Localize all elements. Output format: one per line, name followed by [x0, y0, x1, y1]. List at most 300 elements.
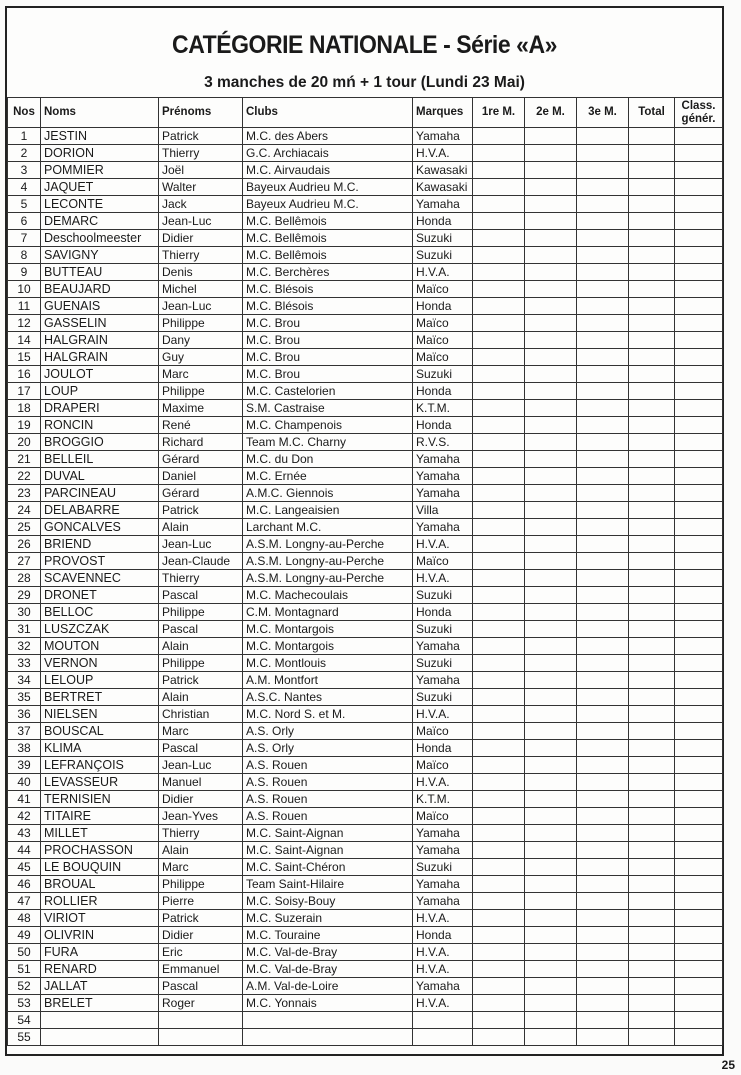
rider-brand: Kawasaki	[413, 162, 473, 179]
rider-surname: RENARD	[41, 961, 159, 978]
rider-first-name: Jack	[159, 196, 243, 213]
table-row	[8, 910, 723, 927]
score-cell	[577, 876, 629, 893]
table-row	[8, 502, 723, 519]
score-cell	[629, 213, 675, 230]
score-cell	[473, 689, 525, 706]
score-cell	[675, 621, 723, 638]
score-cell	[675, 179, 723, 196]
score-cell	[675, 196, 723, 213]
rider-number: 38	[8, 740, 41, 757]
table-row	[8, 536, 723, 553]
score-cell	[675, 910, 723, 927]
rider-number: 21	[8, 451, 41, 468]
score-cell	[525, 128, 577, 145]
score-cell	[675, 434, 723, 451]
score-cell	[525, 179, 577, 196]
rider-club: Bayeux Audrieu M.C.	[243, 196, 413, 213]
score-cell	[473, 349, 525, 366]
score-cell	[525, 944, 577, 961]
rider-club: M.C. Touraine	[243, 927, 413, 944]
score-cell	[577, 179, 629, 196]
rider-club: M.C. des Abers	[243, 128, 413, 145]
score-cell	[629, 672, 675, 689]
score-cell	[675, 1029, 723, 1046]
rider-surname: PROCHASSON	[41, 842, 159, 859]
rider-club	[243, 1012, 413, 1029]
score-cell	[577, 944, 629, 961]
score-cell	[629, 196, 675, 213]
rider-number: 30	[8, 604, 41, 621]
rider-first-name: Didier	[159, 791, 243, 808]
rider-club: S.M. Castraise	[243, 400, 413, 417]
rider-club: C.M. Montagnard	[243, 604, 413, 621]
rider-number: 20	[8, 434, 41, 451]
rider-first-name: Christian	[159, 706, 243, 723]
rider-first-name: Thierry	[159, 247, 243, 264]
table-row	[8, 1029, 723, 1046]
score-cell	[577, 604, 629, 621]
table-row	[8, 1012, 723, 1029]
score-cell	[473, 587, 525, 604]
rider-surname: DEMARC	[41, 213, 159, 230]
score-cell	[675, 808, 723, 825]
page-title: CATÉGORIE NATIONALE - Série «A»	[172, 31, 557, 59]
rider-surname: GASSELIN	[41, 315, 159, 332]
score-cell	[525, 315, 577, 332]
score-cell	[629, 332, 675, 349]
score-cell	[577, 1012, 629, 1029]
rider-surname	[41, 1029, 159, 1046]
score-cell	[577, 655, 629, 672]
table-row	[8, 893, 723, 910]
score-cell	[675, 757, 723, 774]
rider-surname: FURA	[41, 944, 159, 961]
rider-first-name: Daniel	[159, 468, 243, 485]
rider-surname: RONCIN	[41, 417, 159, 434]
score-cell	[525, 570, 577, 587]
rider-surname: LE BOUQUIN	[41, 859, 159, 876]
rider-surname: ROLLIER	[41, 893, 159, 910]
rider-number: 22	[8, 468, 41, 485]
table-row	[8, 825, 723, 842]
rider-number: 32	[8, 638, 41, 655]
table-row	[8, 621, 723, 638]
score-cell	[675, 451, 723, 468]
score-cell	[629, 893, 675, 910]
score-cell	[473, 995, 525, 1012]
rider-surname: PROVOST	[41, 553, 159, 570]
score-cell	[473, 944, 525, 961]
rider-club: A.M. Val-de-Loire	[243, 978, 413, 995]
score-cell	[525, 587, 577, 604]
table-row	[8, 230, 723, 247]
rider-first-name: Alain	[159, 842, 243, 859]
rider-surname: BEAUJARD	[41, 281, 159, 298]
score-cell	[525, 995, 577, 1012]
score-cell	[577, 519, 629, 536]
rider-club: M.C. Val-de-Bray	[243, 961, 413, 978]
table-row	[8, 451, 723, 468]
rider-surname: BROUAL	[41, 876, 159, 893]
rider-surname: VIRIOT	[41, 910, 159, 927]
rider-surname: MOUTON	[41, 638, 159, 655]
rider-first-name: Thierry	[159, 825, 243, 842]
results-sheet	[5, 6, 724, 1056]
rider-first-name: Philippe	[159, 383, 243, 400]
score-cell	[577, 723, 629, 740]
header-club: Clubs	[243, 98, 413, 128]
score-cell	[577, 162, 629, 179]
score-cell	[525, 910, 577, 927]
score-cell	[577, 1029, 629, 1046]
rider-first-name: Pascal	[159, 978, 243, 995]
score-cell	[629, 808, 675, 825]
rider-club: M.C. Brou	[243, 349, 413, 366]
score-cell	[525, 655, 577, 672]
score-cell	[473, 128, 525, 145]
score-cell	[675, 162, 723, 179]
score-cell	[629, 434, 675, 451]
score-cell	[473, 876, 525, 893]
score-cell	[525, 638, 577, 655]
score-cell	[577, 672, 629, 689]
table-row	[8, 876, 723, 893]
rider-brand: Yamaha	[413, 196, 473, 213]
score-cell	[577, 145, 629, 162]
score-cell	[525, 859, 577, 876]
score-cell	[525, 366, 577, 383]
rider-club: M.C. Montargois	[243, 621, 413, 638]
rider-surname: TERNISIEN	[41, 791, 159, 808]
score-cell	[629, 179, 675, 196]
table-row	[8, 417, 723, 434]
rider-number: 12	[8, 315, 41, 332]
rider-brand: H.V.A.	[413, 774, 473, 791]
rider-first-name: Thierry	[159, 145, 243, 162]
score-cell	[473, 451, 525, 468]
rider-number: 49	[8, 927, 41, 944]
rider-brand: Maïco	[413, 315, 473, 332]
score-cell	[629, 468, 675, 485]
rider-club: A.S.M. Longny-au-Perche	[243, 570, 413, 587]
rider-first-name: Philippe	[159, 655, 243, 672]
score-cell	[473, 978, 525, 995]
score-cell	[629, 876, 675, 893]
score-cell	[629, 587, 675, 604]
table-row	[8, 927, 723, 944]
score-cell	[525, 740, 577, 757]
rider-club: A.S. Orly	[243, 740, 413, 757]
score-cell	[473, 740, 525, 757]
rider-first-name: Guy	[159, 349, 243, 366]
score-cell	[629, 536, 675, 553]
rider-number: 26	[8, 536, 41, 553]
score-cell	[629, 842, 675, 859]
score-cell	[577, 740, 629, 757]
rider-first-name: Emmanuel	[159, 961, 243, 978]
score-cell	[629, 417, 675, 434]
score-cell	[675, 400, 723, 417]
rider-number: 7	[8, 230, 41, 247]
rider-number: 39	[8, 757, 41, 774]
rider-number: 45	[8, 859, 41, 876]
score-cell	[577, 757, 629, 774]
table-row	[8, 332, 723, 349]
score-cell	[675, 927, 723, 944]
rider-brand	[413, 1012, 473, 1029]
rider-brand: Yamaha	[413, 842, 473, 859]
score-cell	[577, 842, 629, 859]
score-cell	[577, 247, 629, 264]
rider-brand: H.V.A.	[413, 961, 473, 978]
score-cell	[577, 434, 629, 451]
score-cell	[577, 468, 629, 485]
score-cell	[577, 995, 629, 1012]
score-cell	[525, 723, 577, 740]
score-cell	[629, 264, 675, 281]
score-cell	[577, 791, 629, 808]
rider-club: M.C. Soisy-Bouy	[243, 893, 413, 910]
score-cell	[675, 298, 723, 315]
rider-club: Team M.C. Charny	[243, 434, 413, 451]
rider-club: M.C. Bellêmois	[243, 230, 413, 247]
rider-surname: POMMIER	[41, 162, 159, 179]
table-row	[8, 757, 723, 774]
score-cell	[675, 485, 723, 502]
score-cell	[473, 825, 525, 842]
score-cell	[473, 842, 525, 859]
score-cell	[629, 349, 675, 366]
table-row	[8, 706, 723, 723]
rider-first-name: Alain	[159, 519, 243, 536]
score-cell	[675, 995, 723, 1012]
rider-number: 31	[8, 621, 41, 638]
rider-first-name: Didier	[159, 927, 243, 944]
rider-brand: Villa	[413, 502, 473, 519]
rider-surname: LECONTE	[41, 196, 159, 213]
rider-number: 41	[8, 791, 41, 808]
score-cell	[525, 774, 577, 791]
score-cell	[473, 400, 525, 417]
score-cell	[525, 485, 577, 502]
rider-club: A.S. Rouen	[243, 757, 413, 774]
score-cell	[525, 757, 577, 774]
rider-number: 44	[8, 842, 41, 859]
score-cell	[629, 519, 675, 536]
score-cell	[675, 247, 723, 264]
rider-club: Team Saint-Hilaire	[243, 876, 413, 893]
table-row	[8, 638, 723, 655]
table-row	[8, 604, 723, 621]
page-subtitle: 3 manches de 20 mń + 1 tour (Lundi 23 Mai)	[204, 74, 525, 91]
score-cell	[675, 859, 723, 876]
score-cell	[577, 553, 629, 570]
rider-surname: NIELSEN	[41, 706, 159, 723]
rider-brand: Yamaha	[413, 893, 473, 910]
score-cell	[473, 230, 525, 247]
score-cell	[525, 689, 577, 706]
rider-club: G.C. Archiacais	[243, 145, 413, 162]
rider-surname: BUTTEAU	[41, 264, 159, 281]
score-cell	[675, 349, 723, 366]
table-row	[8, 196, 723, 213]
rider-number: 36	[8, 706, 41, 723]
rider-brand: Honda	[413, 604, 473, 621]
rider-club: M.C. Yonnais	[243, 995, 413, 1012]
score-cell	[473, 1029, 525, 1046]
score-cell	[525, 332, 577, 349]
score-cell	[577, 638, 629, 655]
rider-surname: DRONET	[41, 587, 159, 604]
table-row	[8, 298, 723, 315]
rider-surname: JAQUET	[41, 179, 159, 196]
score-cell	[629, 978, 675, 995]
rider-club: A.S. Rouen	[243, 791, 413, 808]
rider-brand: Yamaha	[413, 638, 473, 655]
score-cell	[577, 621, 629, 638]
rider-surname: KLIMA	[41, 740, 159, 757]
score-cell	[629, 706, 675, 723]
score-cell	[525, 672, 577, 689]
table-row	[8, 689, 723, 706]
table-row	[8, 961, 723, 978]
score-cell	[675, 655, 723, 672]
rider-number: 17	[8, 383, 41, 400]
score-cell	[629, 1029, 675, 1046]
rider-brand: Yamaha	[413, 519, 473, 536]
score-cell	[577, 400, 629, 417]
score-cell	[473, 468, 525, 485]
rider-number: 14	[8, 332, 41, 349]
score-cell	[473, 604, 525, 621]
table-row	[8, 978, 723, 995]
rider-first-name: Michel	[159, 281, 243, 298]
rider-club: M.C. Blésois	[243, 298, 413, 315]
rider-brand: Maïco	[413, 349, 473, 366]
rider-surname: DRAPERI	[41, 400, 159, 417]
rider-club: M.C. Bellêmois	[243, 213, 413, 230]
score-cell	[525, 961, 577, 978]
rider-first-name: Roger	[159, 995, 243, 1012]
rider-brand: Yamaha	[413, 485, 473, 502]
score-cell	[473, 247, 525, 264]
score-cell	[525, 876, 577, 893]
rider-club: A.S. Orly	[243, 723, 413, 740]
score-cell	[577, 196, 629, 213]
rider-club: M.C. Brou	[243, 366, 413, 383]
score-cell	[525, 604, 577, 621]
rider-number: 46	[8, 876, 41, 893]
rider-brand: Suzuki	[413, 689, 473, 706]
rider-first-name: Walter	[159, 179, 243, 196]
table-row	[8, 366, 723, 383]
score-cell	[525, 247, 577, 264]
score-cell	[473, 961, 525, 978]
table-row	[8, 995, 723, 1012]
rider-number: 25	[8, 519, 41, 536]
rider-number: 37	[8, 723, 41, 740]
rider-club: Bayeux Audrieu M.C.	[243, 179, 413, 196]
score-cell	[525, 400, 577, 417]
score-cell	[473, 570, 525, 587]
rider-brand: K.T.M.	[413, 400, 473, 417]
table-row	[8, 485, 723, 502]
table-row	[8, 944, 723, 961]
score-cell	[525, 791, 577, 808]
score-cell	[577, 264, 629, 281]
rider-number: 1	[8, 128, 41, 145]
rider-first-name: Alain	[159, 689, 243, 706]
score-cell	[675, 417, 723, 434]
score-cell	[525, 553, 577, 570]
score-cell	[629, 400, 675, 417]
score-cell	[525, 808, 577, 825]
score-cell	[473, 366, 525, 383]
rider-club: A.S. Rouen	[243, 808, 413, 825]
rider-number: 2	[8, 145, 41, 162]
page-number: 25	[721, 1058, 735, 1072]
rider-brand: Yamaha	[413, 825, 473, 842]
table-row	[8, 740, 723, 757]
score-cell	[675, 587, 723, 604]
rider-first-name: Dany	[159, 332, 243, 349]
rider-number: 11	[8, 298, 41, 315]
header-row	[8, 98, 723, 128]
score-cell	[629, 1012, 675, 1029]
rider-club: M.C. Castelorien	[243, 383, 413, 400]
rider-number: 9	[8, 264, 41, 281]
header-name: Noms	[41, 98, 159, 128]
rider-club: A.S.C. Nantes	[243, 689, 413, 706]
score-cell	[525, 502, 577, 519]
rider-first-name: Jean-Luc	[159, 213, 243, 230]
score-cell	[473, 264, 525, 281]
table-row	[8, 672, 723, 689]
score-cell	[525, 451, 577, 468]
header-first-name: Prénoms	[159, 98, 243, 128]
rider-surname: BERTRET	[41, 689, 159, 706]
rider-first-name: Richard	[159, 434, 243, 451]
score-cell	[525, 621, 577, 638]
score-cell	[675, 383, 723, 400]
score-cell	[675, 825, 723, 842]
rider-brand: H.V.A.	[413, 995, 473, 1012]
rider-brand: H.V.A.	[413, 944, 473, 961]
score-cell	[525, 196, 577, 213]
rider-number: 8	[8, 247, 41, 264]
rider-surname: LELOUP	[41, 672, 159, 689]
rider-surname: HALGRAIN	[41, 349, 159, 366]
score-cell	[473, 910, 525, 927]
rider-club: A.M. Montfort	[243, 672, 413, 689]
score-cell	[525, 1029, 577, 1046]
rider-club: M.C. Brou	[243, 332, 413, 349]
rider-surname: PARCINEAU	[41, 485, 159, 502]
rider-surname: LEVASSEUR	[41, 774, 159, 791]
score-cell	[629, 927, 675, 944]
score-cell	[577, 927, 629, 944]
score-cell	[473, 859, 525, 876]
score-cell	[577, 128, 629, 145]
score-cell	[577, 485, 629, 502]
rider-brand: Yamaha	[413, 128, 473, 145]
table-row	[8, 791, 723, 808]
rider-brand: K.T.M.	[413, 791, 473, 808]
rider-surname: DUVAL	[41, 468, 159, 485]
score-cell	[473, 655, 525, 672]
rider-club: M.C. Airvaudais	[243, 162, 413, 179]
